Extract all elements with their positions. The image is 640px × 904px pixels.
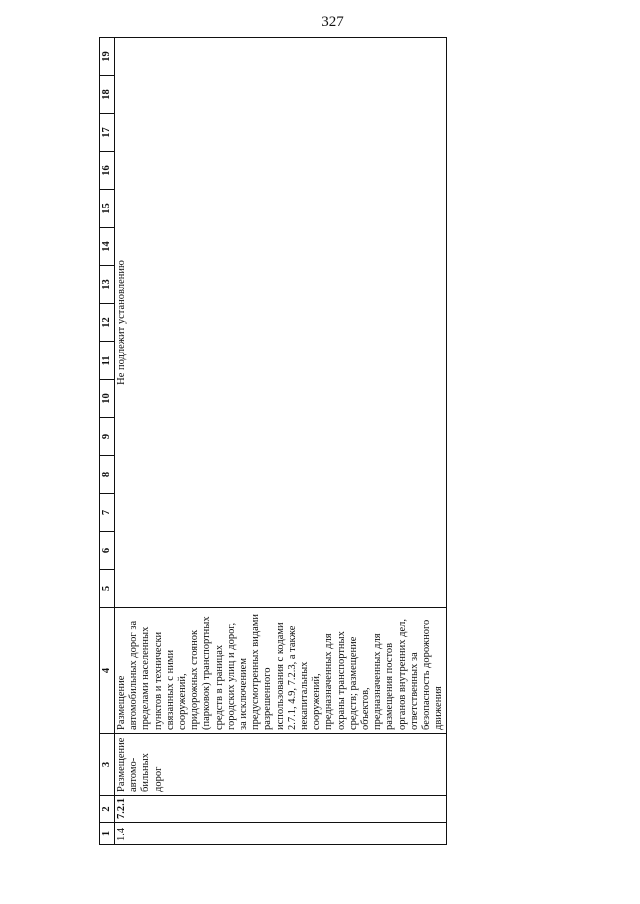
header-cell: 14 <box>100 228 115 266</box>
header-cell: 11 <box>100 342 115 380</box>
row-number-cell: 1.4 <box>115 823 447 845</box>
table-row <box>115 38 447 845</box>
header-cell: 18 <box>100 76 115 114</box>
header-cell: 17 <box>100 114 115 152</box>
header-cell: 1 <box>100 823 115 845</box>
header-cell: 7 <box>100 494 115 532</box>
header-cell: 2 <box>100 796 115 823</box>
header-cell: 10 <box>100 380 115 418</box>
header-cell: 12 <box>100 304 115 342</box>
header-cell: 8 <box>100 456 115 494</box>
header-cell: 4 <box>100 608 115 734</box>
header-cell: 15 <box>100 190 115 228</box>
regulations-table <box>99 37 447 845</box>
page-number: 327 <box>321 14 344 30</box>
header-cell: 13 <box>100 266 115 304</box>
merged-not-established-cell: Не подлежит установлению <box>115 38 447 608</box>
header-cell: 16 <box>100 152 115 190</box>
header-cell: 19 <box>100 38 115 76</box>
header-cell: 5 <box>100 570 115 608</box>
header-row <box>100 38 115 845</box>
use-name-cell: Размещение автомо-бильных дорог <box>115 734 447 796</box>
header-cell: 3 <box>100 734 115 796</box>
use-description-cell: Размещение автомобильных дорог за пределами населенных пунктов и технически связанных с ними сооружений, придорожных стоянок (парковок) транспортных средств в границах городских улиц и дорог, за исключением предусмотренных видами разрешенного использования с кодами 2.7.1, 4.9, 7.2.3, а также некапитальных сооружений, предназначенных для охраны транспортных средств; размещение объектов, предназначенных для размещения постов органов внутренних дел, ответственных за безопасность дорожного движения <box>115 608 447 734</box>
header-cell: 6 <box>100 532 115 570</box>
header-cell: 9 <box>100 418 115 456</box>
rotated-table-container <box>99 51 447 845</box>
code-cell: 7.2.1 <box>115 796 447 823</box>
